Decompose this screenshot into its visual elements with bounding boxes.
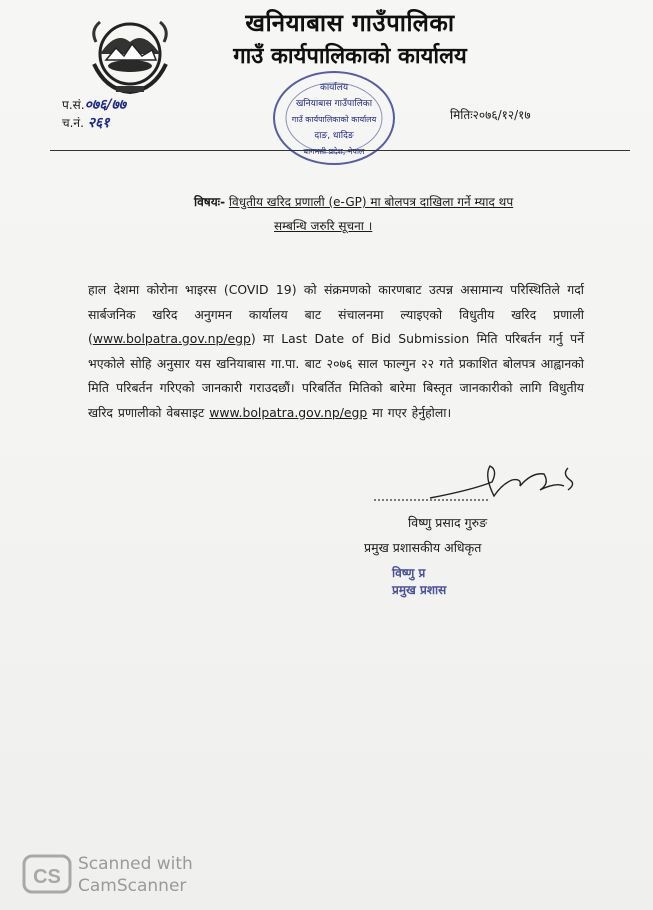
notice-body: हाल देशमा कोरोना भाइरस (COVID 19) को संक्रमणको कारणबाट उत्पन्न असामान्य परिस्थितिले गर्दा सार्बजनिक खरिद अनुगमन कार्यालय बाट संचालनमा ल्याइएको विधुतीय खरिद प्रणाली (www.bolpatra.gov.np/egp) मा Last Date of Bid Submission मिति परिबर्तन गर्नु पर्ने भएकोले सोहि अनुसार यस खनियाबास गा.पा. बाट २०७६ साल फाल्गुन २२ गते प्रकाशित बोलपत्र आह्वानको मिति परिबर्तन गरिएको जानकारी गराउदछौं। परिबर्तित मितिको बारेमा बिस्तृत जानकारीको लागि विधुतीय खरिद प्रणालीको वेबसाइट www.bolpatra.gov.np/egp मा गएर हेर्नुहोला।	[88, 282, 584, 420]
egp-link[interactable]: www.bolpatra.gov.np/egp	[92, 331, 251, 346]
signatory-designation: प्रमुख प्रशासकीय अधिकृत	[364, 540, 482, 555]
subject	[194, 190, 514, 233]
subject-line-1: विधुतीय खरिद प्रणाली (e-GP) मा बोलपत्र दाखिला गर्ने म्याद थप	[228, 195, 514, 209]
stamp-text-2: खनियाबास गाउँपालिका	[295, 99, 373, 109]
subject-label: विषयः-	[194, 195, 226, 209]
reference-block	[62, 96, 126, 132]
watermark-text: Scanned with CamScanner	[78, 854, 193, 896]
signature-stamp: विष्णु प्र प्रमुख प्रशास	[392, 566, 447, 597]
stamp-text-3: गाउँ कार्यपालिकाको कार्यालय	[291, 115, 377, 124]
egp-link-2[interactable]: www.bolpatra.gov.np/egp	[209, 404, 368, 420]
stamp-text-5: बागमती प्रदेश, नेपाल	[303, 147, 365, 156]
office-stamp	[268, 66, 400, 168]
stamp-text-1: कार्यालय	[319, 83, 349, 93]
stamp-text-4: दाङ, धादिङ	[314, 131, 354, 141]
office-name: खनियाबास गाउँपालिका	[245, 9, 455, 37]
header-divider	[50, 150, 630, 151]
subject-line-2: सम्बन्धि जरुरि सूचना ।	[274, 219, 373, 233]
nepal-emblem-icon	[86, 12, 174, 96]
dispatch-number: च.नं. २६१	[62, 115, 110, 131]
signatory-name: विष्णु प्रसाद गुरुङ	[408, 515, 488, 530]
office-subtitle: गाउँ कार्यपालिकाको कार्यालय	[233, 44, 467, 69]
letter-date: मितिः२०७६/१२/१७	[450, 108, 531, 122]
signature-mark	[372, 462, 582, 510]
reference-number: प.सं.०७६/७७	[62, 97, 127, 113]
watermark-logo-text: CS	[33, 866, 61, 888]
